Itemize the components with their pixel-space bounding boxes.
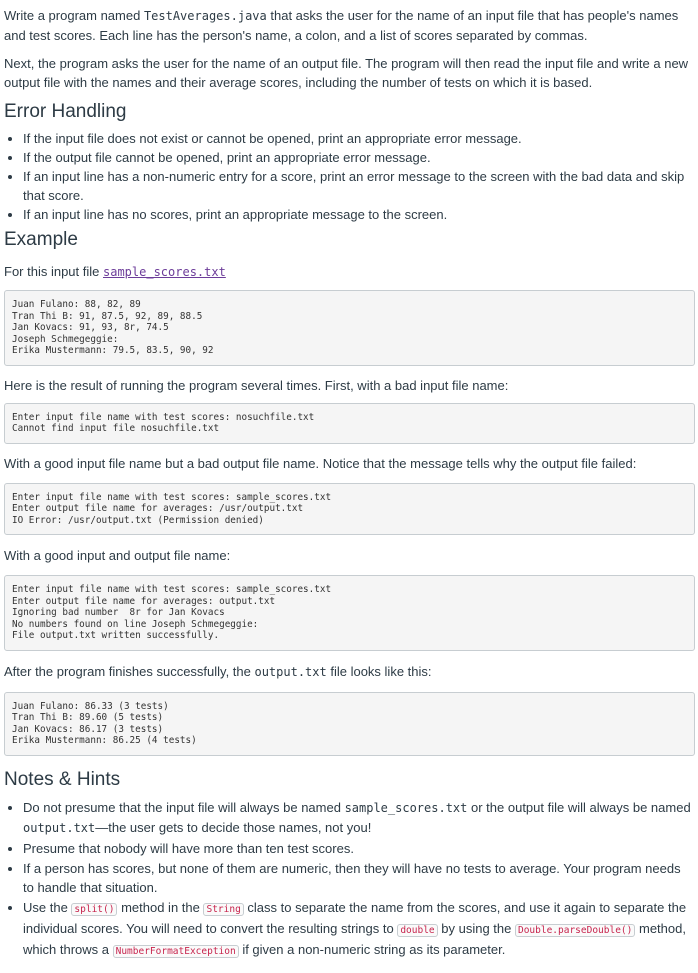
output-intro-text: After the program finishes successfully, the <box>4 663 255 679</box>
output-file-code-block: Juan Fulano: 86.33 (3 tests) Tran Thi B: 89.60 (5 tests) Jan Kovacs: 86.17 (3 tests) Erika Mustermann: 86.25 (4 tests) <box>4 692 695 756</box>
note-text: by using the <box>437 920 515 936</box>
input-file-code-block: Juan Fulano: 88, 82, 89 Tran Thi B: 91, 87.5, 92, 89, 88.5 Jan Kovacs: 91, 93, 8r, 74.5 Joseph Schmegeggie: Erika Mustermann: 79.5, 83.5, 90, 92 <box>4 290 695 366</box>
note-text: method in the <box>117 899 204 915</box>
list-item <box>23 798 695 838</box>
error-handling-heading: Error Handling <box>4 101 127 122</box>
intro-paragraph-1 <box>4 6 695 45</box>
sample-scores-link[interactable]: sample_scores.txt <box>103 265 226 279</box>
notes-list <box>4 798 695 961</box>
note-text: Do not presume that the input file will always be named <box>23 799 345 815</box>
list-item: • Presume that nobody will have more than ten test scores. <box>23 839 695 858</box>
error-handling-list <box>4 129 695 224</box>
list-item: • If the output file cannot be opened, print an appropriate error message. <box>23 148 695 167</box>
list-item: • If the input file does not exist or cannot be opened, print an appropriate error message. <box>23 129 695 148</box>
notes-heading: Notes & Hints <box>4 768 121 790</box>
input-file-intro <box>4 262 695 282</box>
run3-code-block: Enter input file name with test scores: sample_scores.txt Enter output file name for averages: output.txt Ignoring bad number 8r for Jan Kovacs No numbers found on line Joseph Schmegeggie: File output.txt written successfully. <box>4 575 695 651</box>
inline-code: sample_scores.txt <box>344 800 468 815</box>
code-tag: String <box>203 903 243 916</box>
code-tag: Double.parseDouble() <box>515 924 635 937</box>
note-text: —the user gets to decide those names, not you! <box>95 819 372 835</box>
output-intro <box>4 662 695 682</box>
list-item: • If a person has scores, but none of them are numeric, then they will have no tests to average. Your program needs to handle that situation. <box>23 859 695 897</box>
run2-code-block: Enter input file name with test scores: sample_scores.txt Enter output file name for averages: /usr/output.txt IO Error: /usr/output.txt (Permission denied) <box>4 483 695 536</box>
intro-text: Write a program named <box>4 8 144 23</box>
program-filename: TestAverages.java <box>143 9 267 23</box>
run-intro: Here is the result of running the program several times. First, with a bad input file name: <box>4 377 509 393</box>
list-item: • If an input line has no scores, print an appropriate message to the screen. <box>23 205 695 224</box>
code-tag: NumberFormatException <box>113 945 239 958</box>
note-text: class to separate the name from the scores, and use it again to separate the individual scores. You will need to convert the resulting strings to <box>23 899 687 936</box>
output-filename: output.txt <box>254 664 327 679</box>
note-text: method, which throws a <box>23 920 686 957</box>
run3-intro: With a good input and output file name: <box>4 548 231 563</box>
inline-code: output.txt <box>23 820 96 835</box>
note-text: Use the <box>23 899 72 915</box>
list-item <box>23 898 695 961</box>
run2-intro: With a good input file name but a bad output file name. Notice that the message tells why the output file failed: <box>4 455 637 471</box>
code-tag: double <box>397 924 437 937</box>
run1-code-block: Enter input file name with test scores: nosuchfile.txt Cannot find input file nosuchfile.txt <box>4 403 695 444</box>
list-item: • If an input line has a non-numeric entry for a score, print an error message to the screen with the bad data and skip that score. <box>23 167 695 205</box>
intro-paragraph-2: Next, the program asks the user for the name of an output file. The program will then read the input file and write a new output file with the names and their average scores, including the number of tests on which it is based. <box>4 56 689 90</box>
example-heading: Example <box>4 229 78 250</box>
intro-text: that asks the user for the name of an input file that has people's names and test scores. Each line has the person's name, a colon, and a list of scores separated by commas. <box>4 8 679 43</box>
output-intro-text: file looks like this: <box>326 663 432 679</box>
input-intro-text: For this input file <box>4 264 103 279</box>
code-tag: split() <box>71 903 117 916</box>
note-text: if given a non-numeric string as its parameter. <box>238 941 506 957</box>
note-text: or the output file will always be named <box>467 799 691 815</box>
